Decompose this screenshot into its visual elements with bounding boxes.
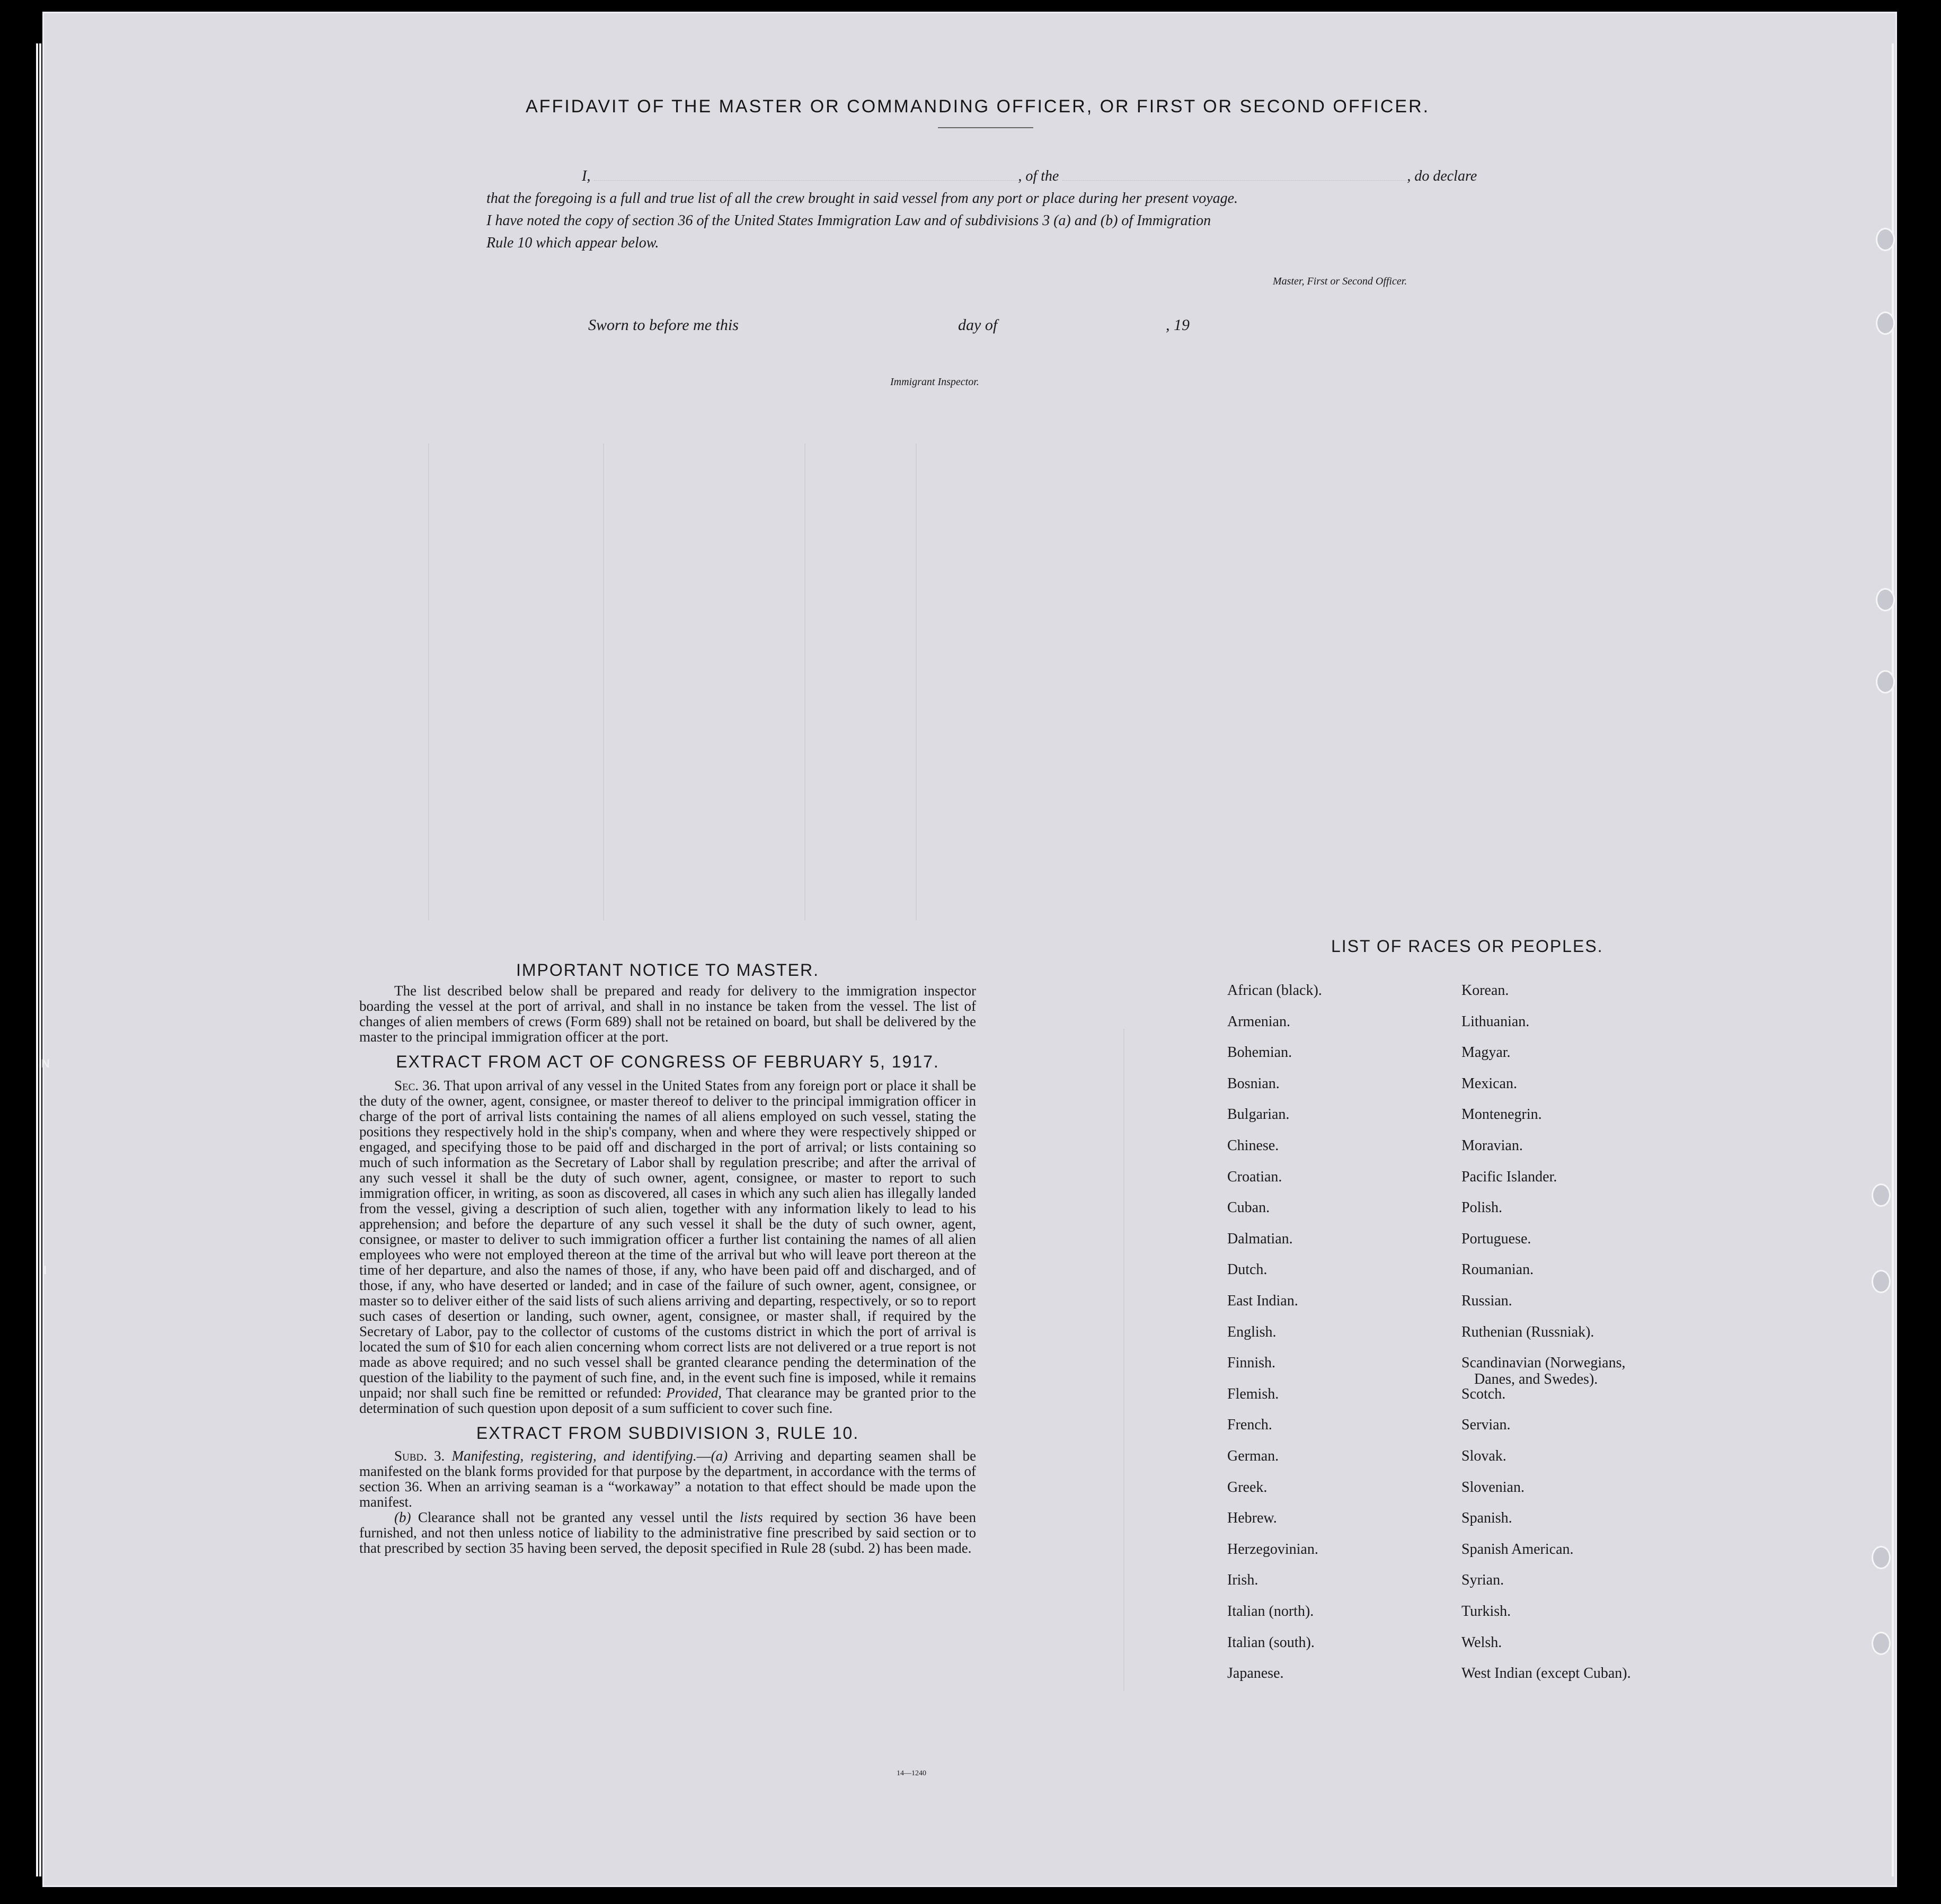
binder-hole — [1876, 312, 1895, 335]
act-extract-title: EXTRACT FROM ACT OF CONGRESS OF FEBRUARY 5, 1917. — [396, 1052, 940, 1071]
binder-hole — [1876, 228, 1895, 251]
vessel-blank[interactable] — [1062, 180, 1407, 181]
affidavit-title: AFFIDAVIT OF THE MASTER OR COMMANDING OFFICER, OR FIRST OR SECOND OFFICER. — [526, 96, 1430, 117]
subd-label: Subd. 3. — [394, 1448, 445, 1464]
binder-hole — [1876, 670, 1895, 693]
race-item: English. — [1227, 1323, 1277, 1340]
name-blank[interactable] — [594, 180, 1018, 181]
race-item: Mexican. — [1461, 1075, 1517, 1092]
binder-hole — [1876, 588, 1895, 611]
race-item: West Indian (except Cuban). — [1461, 1665, 1631, 1682]
subd-a-text — [359, 1448, 976, 1510]
race-item: African (black). — [1227, 982, 1322, 999]
form-page — [42, 12, 1897, 1887]
race-item: Greek. — [1227, 1479, 1268, 1496]
subd-title: Manifesting, registering, and identifying. — [451, 1448, 697, 1464]
inspector-caption: Immigrant Inspector. — [890, 376, 979, 388]
affidavit-line3: I have noted the copy of section 36 of the United States Immigration Law and of subdivisions 3 (a) and (b) of Immigration — [486, 212, 1211, 229]
race-item: Japanese. — [1227, 1665, 1284, 1682]
race-item: Korean. — [1461, 982, 1509, 999]
race-item: Irish. — [1227, 1572, 1258, 1589]
affidavit-line1-end: , do declare — [1407, 168, 1477, 184]
faint-rule — [916, 443, 917, 920]
race-item: Dalmatian. — [1227, 1230, 1293, 1247]
race-item: Turkish. — [1461, 1603, 1511, 1620]
subd-dash: — — [696, 1448, 711, 1464]
margin-mark-i: I — [43, 1264, 47, 1277]
race-item: Hebrew. — [1227, 1510, 1277, 1527]
sec-36-text — [359, 1078, 976, 1416]
race-item: Spanish American. — [1461, 1541, 1574, 1558]
faint-rule — [428, 443, 429, 920]
race-item: Polish. — [1461, 1199, 1503, 1216]
subd-b-text — [359, 1510, 976, 1556]
race-scandinavian-cont: Danes, and Swedes). — [1474, 1371, 1598, 1387]
binder-hole — [1872, 1546, 1891, 1569]
race-item: Spanish. — [1461, 1510, 1512, 1527]
race-item: Slovak. — [1461, 1448, 1506, 1464]
subd-b-body-2: required by section 36 have been furnished, and not then unless notice of liability to the administrative fine prescribed by said section or to that prescribed by section 35 having been served, the deposit specified in Rule 28 (subd. 2) has been made. — [359, 1509, 977, 1556]
subd-b-lists: lists — [740, 1509, 763, 1525]
sec-label: Sec. 36. — [394, 1078, 440, 1093]
race-item: Pacific Islander. — [1461, 1168, 1557, 1185]
affidavit-line1-start: I, — [582, 168, 591, 184]
provided-word: Provided, — [666, 1385, 722, 1401]
notice-text: The list described below shall be prepared and ready for delivery to the immigration inspector boarding the vessel at the port of arrival, and shall in no instance be taken from the vessel. The list of changes of alien members of crews (Form 689) shall not be retained on board, but shall be delivered by the master to the principal immigration officer at the port. — [359, 983, 976, 1045]
race-item: East Indian. — [1227, 1293, 1298, 1309]
form-code: 14—1240 — [897, 1769, 926, 1777]
race-item: Flemish. — [1227, 1385, 1279, 1402]
races-title: LIST OF RACES OR PEOPLES. — [1331, 937, 1603, 956]
race-item: German. — [1227, 1448, 1279, 1464]
race-item: French. — [1227, 1417, 1272, 1434]
page-edge-left-2 — [36, 43, 38, 1876]
column-divider — [1123, 1029, 1124, 1691]
faint-rule — [804, 443, 805, 920]
race-item: Italian (north). — [1227, 1603, 1314, 1620]
sworn-day: day of — [958, 316, 998, 334]
race-item: Scotch. — [1461, 1385, 1506, 1402]
race-item: Syrian. — [1461, 1572, 1504, 1589]
subd-a-body: Arriving and departing seamen shall be manifested on the blank forms provided for that purpose by the department, in accordance with the terms of section 36. When an arriving seaman is a “workaway” a notation to that effect should be made upon the manifest. — [359, 1448, 976, 1510]
notice-title: IMPORTANT NOTICE TO MASTER. — [516, 960, 819, 980]
binder-hole — [1872, 1184, 1891, 1207]
sworn-start: Sworn to before me this — [588, 316, 739, 334]
notice-block — [359, 960, 977, 1556]
race-item: Servian. — [1461, 1417, 1511, 1434]
affidavit-line4: Rule 10 which appear below. — [486, 235, 659, 251]
race-item: Dutch. — [1227, 1261, 1268, 1278]
margin-mark-n: N — [41, 1057, 50, 1070]
affidavit-line1-mid: , of the — [1018, 168, 1059, 184]
race-item: Moravian. — [1461, 1137, 1523, 1154]
race-item: Welsh. — [1461, 1634, 1502, 1651]
subd-b-letter: (b) — [394, 1509, 411, 1525]
affidavit-line2: that the foregoing is a full and true list of all the crew brought in said vessel from any port or place during her present voyage. — [486, 190, 1238, 207]
race-item: Scandinavian (Norwegians, — [1461, 1355, 1626, 1372]
page-edge-left — [39, 43, 41, 1876]
race-item: Russian. — [1461, 1293, 1512, 1309]
race-item: Bohemian. — [1227, 1044, 1292, 1061]
race-item: Slovenian. — [1461, 1479, 1525, 1496]
title-rule — [938, 127, 1033, 128]
race-item: Chinese. — [1227, 1137, 1279, 1154]
subd-b-body-1: Clearance shall not be granted any vessel until the — [418, 1509, 733, 1525]
sworn-year: , 19 — [1166, 316, 1190, 334]
subd-a-letter: (a) — [711, 1448, 728, 1464]
sec-body-end: That clearance may be granted prior to the determination of such question upon deposit of a sum sufficient to cover such fine. — [359, 1385, 976, 1416]
race-item: Ruthenian (Russniak). — [1461, 1323, 1594, 1340]
race-item: Bulgarian. — [1227, 1106, 1290, 1123]
race-item: Armenian. — [1227, 1013, 1290, 1030]
race-item: Bosnian. — [1227, 1075, 1280, 1092]
race-item: Italian (south). — [1227, 1634, 1315, 1651]
race-item: Montenegrin. — [1461, 1106, 1542, 1123]
race-item: Magyar. — [1461, 1044, 1511, 1061]
rule-extract-title: EXTRACT FROM SUBDIVISION 3, RULE 10. — [476, 1423, 859, 1443]
race-item: Finnish. — [1227, 1355, 1276, 1372]
race-item: Croatian. — [1227, 1168, 1282, 1185]
sec-body: That upon arrival of any vessel in the United States from any foreign port or place it shall be the duty of the owner, agent, consignee, or master thereof to deliver to the principal immigration officer in charge of the port of arrival lists containing the names of all aliens employed on such vessel, stating the positions they respectively hold in the ship's company, when and where they were respectively shipped or engaged, and specifying those to be paid off and discharged in the port of arrival; or lists containing so much of such information as the Secretary of Labor shall by regulation prescribe; and after the arrival of any such vessel it shall be the duty of such owner, agent, consignee, or master to report to such immigration officer, in writing, as soon as discovered, all cases in which any such alien has illegally landed from the vessel, giving a description of such alien, together with any information likely to lead to his apprehension; and before the departure of any such vessel it shall be the duty of such owner, agent, consignee, or master to deliver to such immigration officer a further list containing the names of all alien employees who were not employed thereon at the time of the arrival but who will leave port thereon at the time of her departure, and also the names of those, if any, who have been paid off and discharged, and of those, if any, who have deserted or landed; and in case of the failure of such owner, agent, consignee, or master so to deliver either of the said lists of such aliens arriving and departing, respectively, or so to report such cases of desertion or landing, such owner, agent, consignee, or master shall, if required by the Secretary of Labor, pay to the collector of customs of the customs district in which the port of arrival is located the sum of $10 for each alien concerning whom correct lists are not delivered or a true report is not made as above required; and no such vessel shall be granted clearance pending the determination of the question of the liability to the payment of such fine, and, in the event such fine is imposed, while it remains unpaid; nor shall such fine be remitted or refunded: — [359, 1078, 977, 1401]
faint-rule — [603, 443, 604, 920]
race-item: Herzegovinian. — [1227, 1541, 1318, 1558]
race-item: Roumanian. — [1461, 1261, 1534, 1278]
race-item: Cuban. — [1227, 1199, 1270, 1216]
affidavit-text — [486, 165, 1546, 254]
race-item: Portuguese. — [1461, 1230, 1531, 1247]
binder-hole — [1872, 1270, 1891, 1293]
signature-caption: Master, First or Second Officer. — [1273, 275, 1407, 287]
binder-hole — [1872, 1632, 1891, 1655]
race-item: Lithuanian. — [1461, 1013, 1530, 1030]
